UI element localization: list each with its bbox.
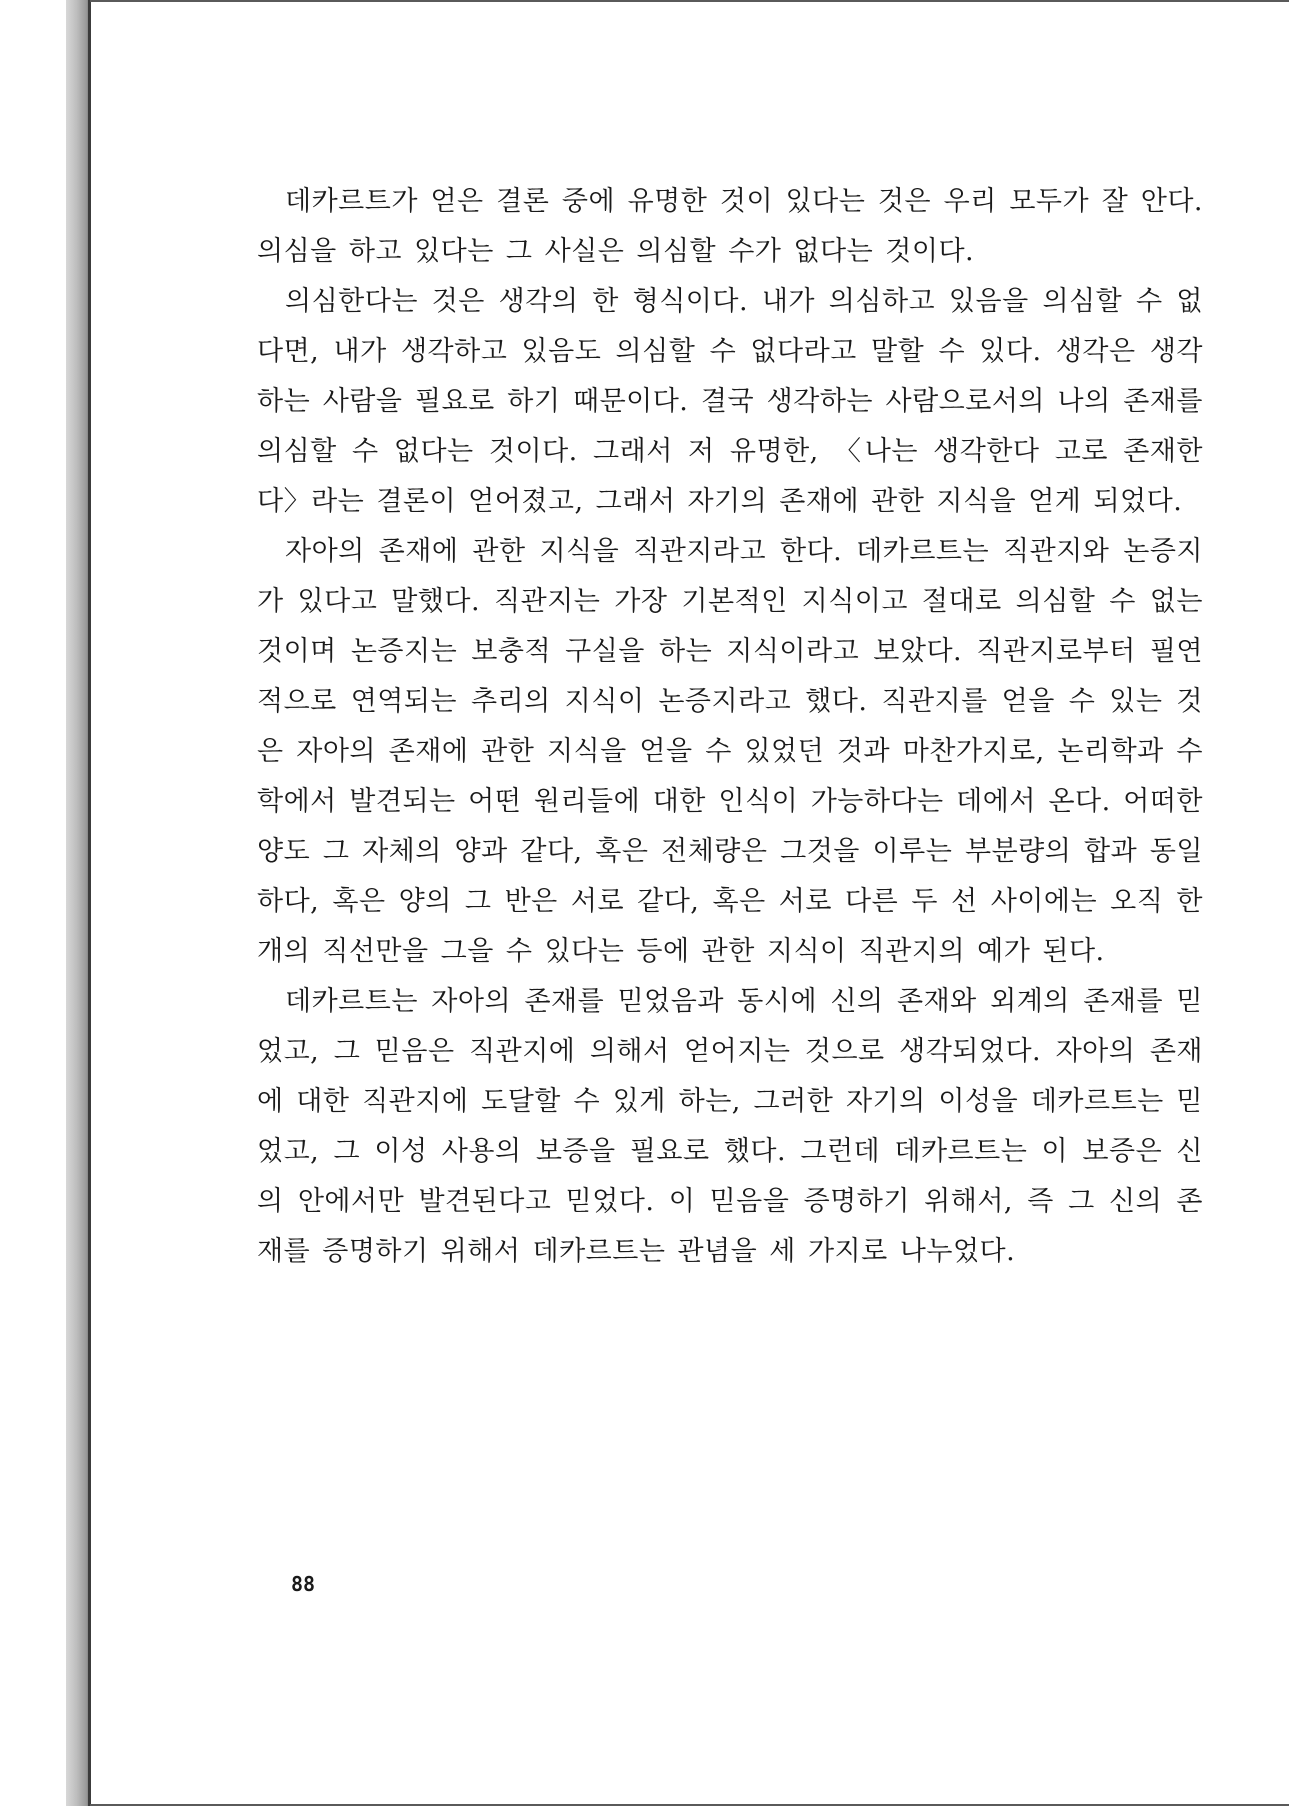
- paragraph-3: 자아의 존재에 관한 지식을 직관지라고 한다. 데카르트는 직관지와 논증지가 있다고 말했다. 직관지는 가장 기본적인 지식이고 절대로 의심할 수 없는 것이며 논증지는 보충적 구실을 하는 지식이라고 보았다. 직관지로부터 필연적으로 연역되는 추리의 지식이 논증지라고 했다. 직관지를 얻을 수 있는 것은 자아의 존재에 관한 지식을 얻을 수 있었던 것과 마찬가지로, 논리학과 수학에서 발견되는 어떤 원리들에 대한 인식이 가능하다는 데에서 온다. 어떠한 양도 그 자체의 양과 같다, 혹은 전체량은 그것을 이루는 부분량의 합과 동일하다, 혹은 양의 그 반은 서로 같다, 혹은 서로 다른 두 선 사이에는 오직 한 개의 직선만을 그을 수 있다는 등에 관한 지식이 직관지의 예가 된다.: [257, 536, 1203, 967]
- paragraph-2: 의심한다는 것은 생각의 한 형식이다. 내가 의심하고 있음을 의심할 수 없다면, 내가 생각하고 있음도 의심할 수 없다라고 말할 수 있다. 생각은 생각하는 사람을 필요로 하기 때문이다. 결국 생각하는 사람으로서의 나의 존재를 의심할 수 없다는 것이다. 그래서 저 유명한, 〈나는 생각한다 고로 존재한다〉라는 결론이 얻어졌고, 그래서 자기의 존재에 관한 지식을 얻게 되었다.: [257, 286, 1203, 517]
- page-number: 88: [291, 1572, 316, 1596]
- page-sheet: [91, 2, 1287, 1804]
- paragraph-4: 데카르트는 자아의 존재를 믿었음과 동시에 신의 존재와 외계의 존재를 믿었고, 그 믿음은 직관지에 의해서 얻어지는 것으로 생각되었다. 자아의 존재에 대한 직관지에 도달할 수 있게 하는, 그러한 자기의 이성을 데카르트는 믿었고, 그 이성 사용의 보증을 필요로 했다. 그런데 데카르트는 이 보증은 신의 안에서만 발견된다고 믿었다. 이 믿음을 증명하기 위해서, 즉 그 신의 존재를 증명하기 위해서 데카르트는 관념을 세 가지로 나누었다.: [257, 986, 1203, 1267]
- page-edge-shadow: [66, 0, 90, 1806]
- body-text: [257, 177, 1203, 1277]
- paragraph-1: 데카르트가 얻은 결론 중에 유명한 것이 있다는 것은 우리 모두가 잘 안다. 의심을 하고 있다는 그 사실은 의심할 수가 없다는 것이다.: [257, 186, 1203, 267]
